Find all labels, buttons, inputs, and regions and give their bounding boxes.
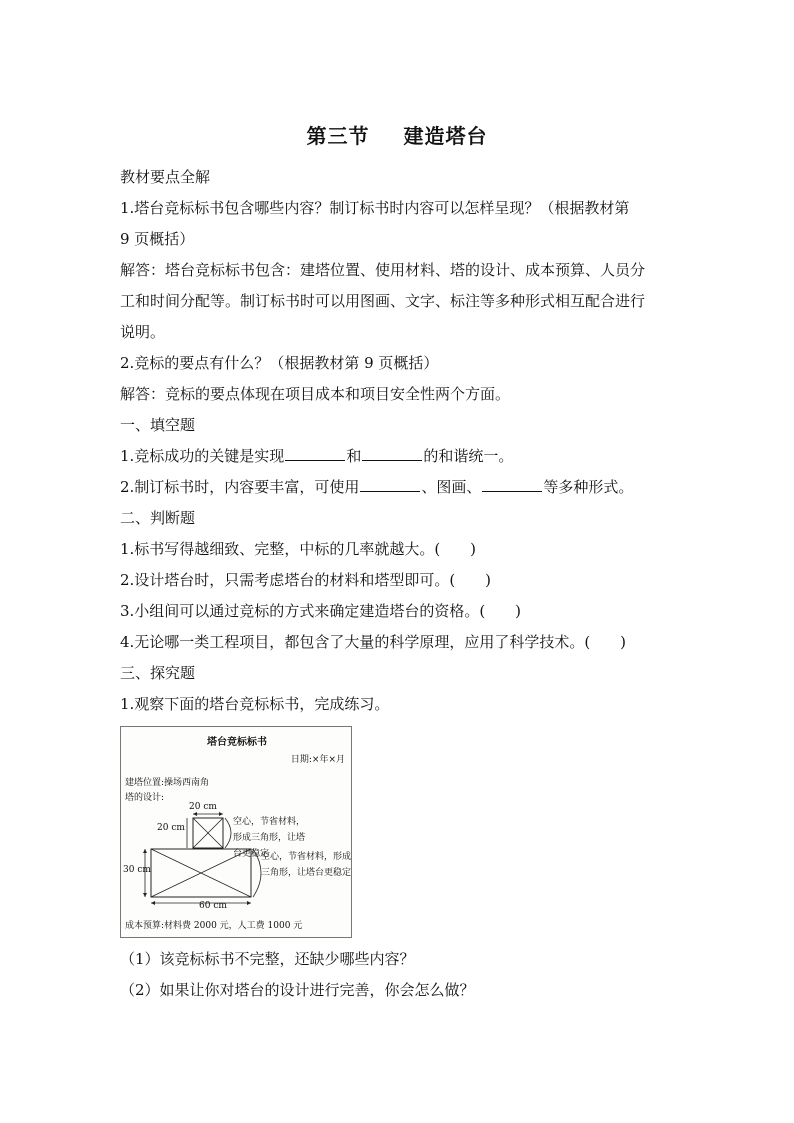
question-1-cont: 9 页概括） <box>120 230 195 248</box>
tower-bid-figure <box>120 726 352 938</box>
explore-question-1: 1.观察下面的塔台竞标标书，完成练习。 <box>120 695 390 713</box>
dimension-side-label: 20 cm <box>157 823 185 833</box>
sub-question-2: （2）如果让你对塔台的设计进行完善，你会怎么做？ <box>120 981 475 999</box>
judge2-text: 2.设计塔台时，只需考虑塔台的材料和塔型即可。( <box>120 571 456 589</box>
sub-question-1: （1）该竞标标书不完整，还缺少哪些内容？ <box>120 950 415 968</box>
figure-title: 塔台竞标标书 <box>207 737 267 748</box>
figure-date: 日期:×年×月 <box>290 755 345 765</box>
answer-blank[interactable] <box>360 477 420 492</box>
answer-blank[interactable] <box>285 446 345 461</box>
question-2: 2.竞标的要点有什么？（根据教材第 9 页概括） <box>120 354 439 372</box>
answer-blank[interactable] <box>362 446 422 461</box>
dimension-height-label: 30 cm <box>123 865 151 875</box>
close-paren: ) <box>485 571 492 589</box>
fill2-text-c: 等多种形式。 <box>543 478 634 496</box>
judge-question-3 <box>120 596 680 627</box>
question-1: 1.塔台竞标标书包含哪些内容？制订标书时内容可以怎样呈现？（根据教材第 <box>120 199 630 217</box>
fill1-text-a: 1.竞标成功的关键是实现 <box>120 447 285 465</box>
fill2-text-b: 、图画、 <box>421 478 482 496</box>
fill-question-1 <box>120 441 680 472</box>
fill1-text-b: 和 <box>346 447 362 465</box>
answer-2: 解答：竞标的要点体现在项目成本和项目安全性两个方面。 <box>120 385 511 403</box>
answer-blank[interactable] <box>482 477 542 492</box>
cost-budget: 成本预算:材料费 2000 元，人工费 1000 元 <box>125 921 303 931</box>
judge4-text: 4.无论哪一类工程项目，都包含了大量的科学原理，应用了科学技术。( <box>120 633 591 651</box>
judge1-text: 1.标书写得越细致、完整，中标的几率就越大。( <box>120 540 441 558</box>
close-paren: ) <box>470 540 477 558</box>
page-title <box>0 120 794 149</box>
close-paren: ) <box>620 633 627 651</box>
judge-heading: 二、判断题 <box>120 509 196 527</box>
figure-design-label: 塔的设计: <box>125 793 165 803</box>
explore-heading: 三、探究题 <box>120 664 196 682</box>
answer-1-line-3: 说明。 <box>120 323 166 341</box>
title-topic: 建造塔台 <box>403 124 488 148</box>
answer-1-line-2: 工和时间分配等。制订标书时可以用图画、文字、标注等多种形式相互配合进行 <box>120 292 646 310</box>
fill1-text-c: 的和谐统一。 <box>423 447 514 465</box>
design-note-2: 空心，节省材料，形成三角形，让塔台更稳定 <box>261 852 352 878</box>
judge-question-2 <box>120 565 680 596</box>
design-note-1: 空心，节省材料，形成三角形，让塔台更稳定 <box>233 817 306 859</box>
judge-question-1 <box>120 534 680 565</box>
fill2-text-a: 2.制订标书时，内容要丰富，可使用 <box>120 478 360 496</box>
title-section: 第三节 <box>306 124 370 148</box>
answer-1-line-1: 解答：塔台竞标标书包含：建塔位置、使用材料、塔的设计、成本预算、人员分 <box>120 261 646 279</box>
figure-location: 建塔位置:操场西南角 <box>125 778 210 788</box>
fill-heading: 一、填空题 <box>120 416 196 434</box>
overview-heading: 教材要点全解 <box>120 168 211 186</box>
dimension-width-label: 60 cm <box>199 901 227 911</box>
dimension-top-label: 20 cm <box>189 802 217 812</box>
fill-question-2 <box>120 472 680 503</box>
close-paren: ) <box>515 602 522 620</box>
judge3-text: 3.小组间可以通过竞标的方式来确定建造塔台的资格。( <box>120 602 486 620</box>
document-body <box>120 162 680 1006</box>
judge-question-4 <box>120 627 680 658</box>
